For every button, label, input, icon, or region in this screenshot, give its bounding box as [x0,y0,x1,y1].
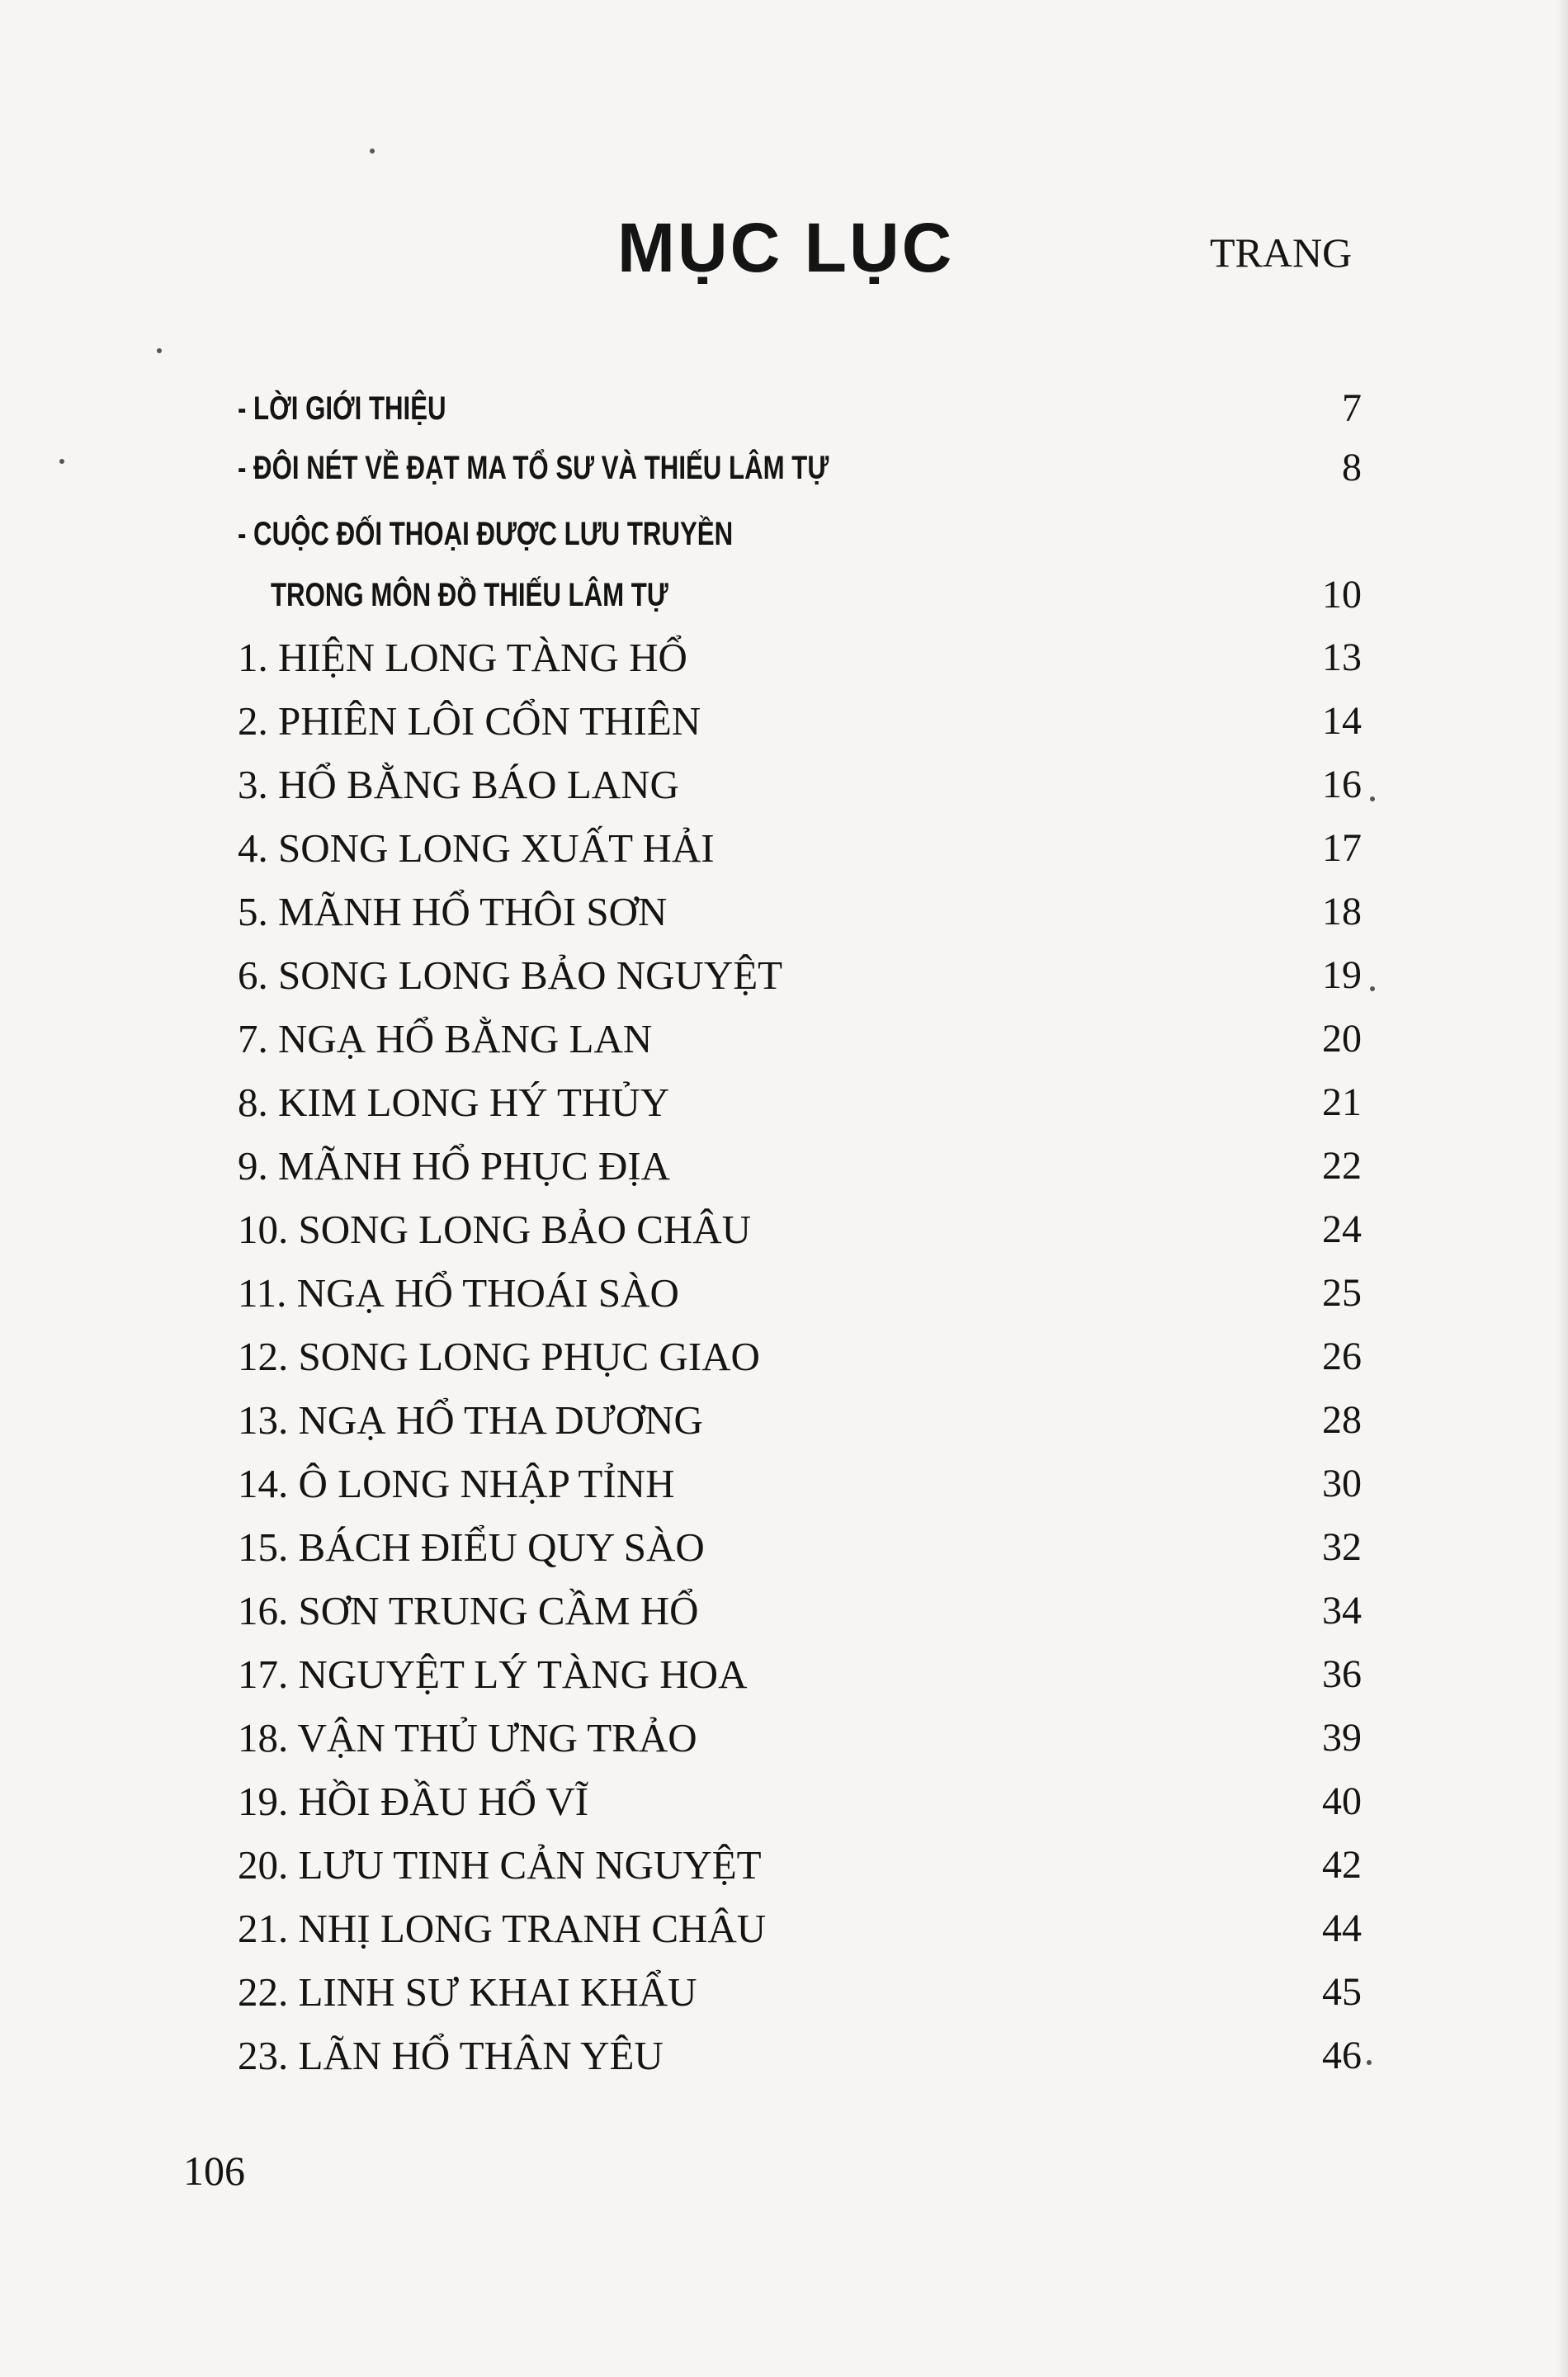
print-speck [59,459,64,464]
toc-entry-page: 26 [1322,1335,1362,1378]
toc-entry-page: 46 [1322,2034,1362,2077]
toc-entry-page: 22 [1322,1144,1362,1188]
toc-entry-label: 4. SONG LONG XUẤT HẢI [238,825,715,871]
toc-entry-label: 10. SONG LONG BẢO CHÂU [238,1207,752,1252]
toc-entry [238,1141,1362,1192]
toc-entry [238,1014,1362,1065]
toc-entry [238,759,1362,810]
toc-entry [238,508,1362,560]
toc-entry-page: 17 [1322,826,1362,870]
toc-entry-label: 16. SƠN TRUNG CẦM HỔ [238,1588,699,1633]
toc-entry-label: 9. MÃNH HỔ PHỤC ĐỊA [238,1143,671,1188]
toc-entry [238,1204,1362,1255]
toc-entry-label: - CUỘC ĐỐI THOẠI ĐƯỢC LƯU TRUYỀN [238,516,734,552]
toc-entry-page: 34 [1322,1589,1362,1633]
toc-entry-label: 21. NHỊ LONG TRANH CHÂU [238,1906,767,1951]
toc-entry-page: 14 [1322,699,1362,743]
toc-entry-label: 17. NGUYỆT LÝ TÀNG HOA [238,1652,748,1697]
toc-entry-label: 18. VẬN THỦ ƯNG TRẢO [238,1715,697,1760]
toc-entry-page: 28 [1322,1398,1362,1442]
toc-entry-label: 1. HIỆN LONG TÀNG HỔ [238,635,687,680]
toc-entry-page: 45 [1322,1970,1362,2014]
toc-entry-page: 13 [1322,636,1362,679]
toc-entry-label: 15. BÁCH ĐIỂU QUY SÀO [238,1524,705,1570]
toc-entry-label: 2. PHIÊN LÔI CỔN THIÊN [238,698,701,744]
toc-entry [238,1649,1362,1700]
toc-entry-page: 30 [1322,1462,1362,1505]
toc-entry [238,1077,1362,1128]
toc-entry [238,442,1362,494]
toc-entry-page: 39 [1322,1716,1362,1760]
toc-entry-page: 42 [1322,1843,1362,1887]
toc-entry-label: 12. SONG LONG PHỤC GIAO [238,1334,760,1379]
toc-entry [238,1268,1362,1319]
toc-entry-label: 22. LINH SƯ KHAI KHẨU [238,1969,697,2015]
toc-entry [238,569,1362,621]
toc-entry-page: 18 [1322,890,1362,933]
toc-entry [238,1967,1362,2018]
toc-entry [238,886,1362,938]
print-speck [1370,986,1375,991]
toc-entry-page: 32 [1322,1525,1362,1569]
toc-entry-label: 7. NGẠ HỔ BẰNG LAN [238,1016,653,1061]
print-speck [370,149,375,154]
toc-entry-label: 11. NGẠ HỔ THOÁI SÀO [238,1270,679,1316]
toc-entry [238,1776,1362,1827]
toc-entry-label: - LỜI GIỚI THIỆU [238,390,446,427]
toc-entry [238,2030,1362,2082]
page-number: 106 [183,2148,245,2194]
toc-entry [238,1903,1362,1954]
toc-entry-label: - ĐÔI NÉT VỀ ĐẠT MA TỔ SƯ VÀ THIẾU LÂM TỰ [238,450,829,486]
toc-entry [238,950,1362,1001]
toc-entry-label: 14. Ô LONG NHẬP TỈNH [238,1461,675,1506]
toc-entry-page: 44 [1322,1907,1362,1950]
print-speck [157,348,162,353]
toc-entry-label: 5. MÃNH HỔ THÔI SƠN [238,889,668,934]
toc-entry [238,823,1362,874]
toc-entry-label: 6. SONG LONG BẢO NGUYỆT [238,952,783,998]
toc-entry-page: 36 [1322,1652,1362,1696]
toc-entry-label: TRONG MÔN ĐỒ THIẾU LÂM TỰ [271,577,668,613]
toc-entry [238,632,1362,683]
toc-entry [238,1458,1362,1510]
toc-entry-page: 19 [1322,953,1362,997]
toc-entry-page: 24 [1322,1207,1362,1251]
toc-entry-page: 25 [1322,1271,1362,1315]
toc-entry-label: 19. HỒI ĐẦU HỔ VĨ [238,1779,589,1824]
toc-entry [238,1713,1362,1764]
toc-entry-label: 8. KIM LONG HÝ THỦY [238,1080,670,1125]
page-title: MỤC LỤC [617,209,955,286]
toc-entry-label: 20. LƯU TINH CẢN NGUYỆT [238,1842,762,1888]
toc-entry-page: 20 [1322,1017,1362,1061]
toc-entry-page: 7 [1342,386,1362,430]
toc-entry [238,383,1362,434]
print-speck [1367,2060,1372,2065]
print-speck [1370,796,1375,801]
toc-entry-label: 3. HỔ BẰNG BÁO LANG [238,762,679,807]
toc-entry-label: 13. NGẠ HỔ THA DƯƠNG [238,1397,703,1443]
page-column-label: TRANG [1210,229,1353,276]
toc-entry-page: 21 [1322,1080,1362,1124]
toc-entry-page: 10 [1322,573,1362,617]
toc-entry [238,1522,1362,1573]
toc-entry-page: 40 [1322,1779,1362,1823]
toc-entry [238,1585,1362,1637]
toc-entry [238,696,1362,747]
toc-entry-page: 8 [1342,446,1362,489]
toc-entry [238,1331,1362,1382]
toc-entry [238,1395,1362,1446]
toc-entry-label: 23. LÃN HỔ THÂN YÊU [238,2033,664,2078]
toc-entry [238,1840,1362,1891]
toc-entry-page: 16 [1322,763,1362,806]
